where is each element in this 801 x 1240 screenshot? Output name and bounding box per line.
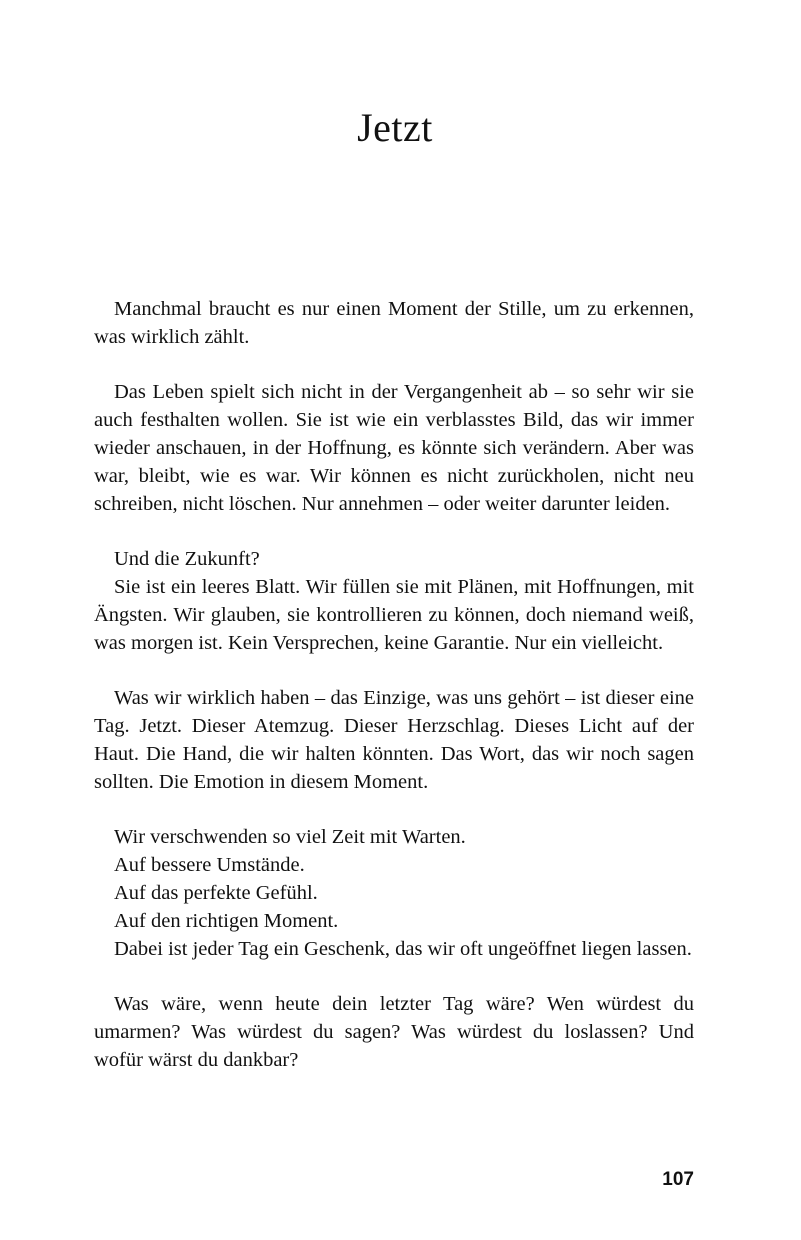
paragraph-line <box>94 879 694 907</box>
paragraph-6 <box>94 990 694 1074</box>
chapter-title: Jetzt <box>357 105 433 150</box>
paragraph-text: Auf das perfekte Gefühl. <box>114 882 318 904</box>
paragraph-text: Auf bessere Umstände. <box>114 854 305 876</box>
paragraph-line <box>94 823 694 851</box>
paragraph-text: Was wir wirklich haben – das Einzige, was uns gehört – ist dieser eine Tag. Jetzt. Dieser Atemzug. Dieser Herzschlag. Dieses Licht auf der Haut. Die Hand, die wir halten könnten. Das Wort, das wir noch sagen sollten. Die Emotion in diesem Moment. <box>94 687 694 793</box>
paragraph-group-3 <box>94 545 694 657</box>
paragraph-line <box>94 907 694 935</box>
paragraph-line <box>94 935 694 963</box>
paragraph-text: Das Leben spielt sich nicht in der Vergangenheit ab – so sehr wir sie auch festhalten wollen. Sie ist wie ein verblasstes Bild, das wir immer wieder anschauen, in der Hoffnung, es könnte sich verändern. Aber was war, bleibt, wie es war. Wir können es nicht zurückholen, nicht neu schreiben, nicht löschen. Nur annehmen – oder weiter darunter leiden. <box>94 381 694 515</box>
paragraph-text: Dabei ist jeder Tag ein Geschenk, das wir oft ungeöffnet liegen lassen. <box>114 938 692 960</box>
chapter-body <box>94 295 694 1101</box>
paragraph-line <box>94 545 694 573</box>
paragraph-text: Wir verschwenden so viel Zeit mit Warten. <box>114 826 466 848</box>
paragraph-text: Manchmal braucht es nur einen Moment der Stille, um zu erkennen, was wirklich zählt. <box>94 298 694 348</box>
paragraph-text: Was wäre, wenn heute dein letzter Tag wäre? Wen würdest du umarmen? Was würdest du sagen? Was würdest du loslassen? Und wofür wärst du dankbar? <box>94 993 694 1071</box>
paragraph-2 <box>94 378 694 518</box>
page-number: 107 <box>662 1169 694 1190</box>
paragraph-line <box>94 573 694 657</box>
paragraph-4 <box>94 684 694 796</box>
paragraph-text: Sie ist ein leeres Blatt. Wir füllen sie mit Plänen, mit Hoffnungen, mit Ängsten. Wir glauben, sie kontrollieren zu können, doch niemand weiß, was morgen ist. Kein Versprechen, keine Garantie. Nur ein vielleicht. <box>94 576 694 654</box>
paragraph-1 <box>94 295 694 351</box>
paragraph-text: Auf den richtigen Moment. <box>114 910 339 932</box>
paragraph-text: Und die Zukunft? <box>114 548 260 570</box>
paragraph-line <box>94 851 694 879</box>
paragraph-group-5 <box>94 823 694 963</box>
